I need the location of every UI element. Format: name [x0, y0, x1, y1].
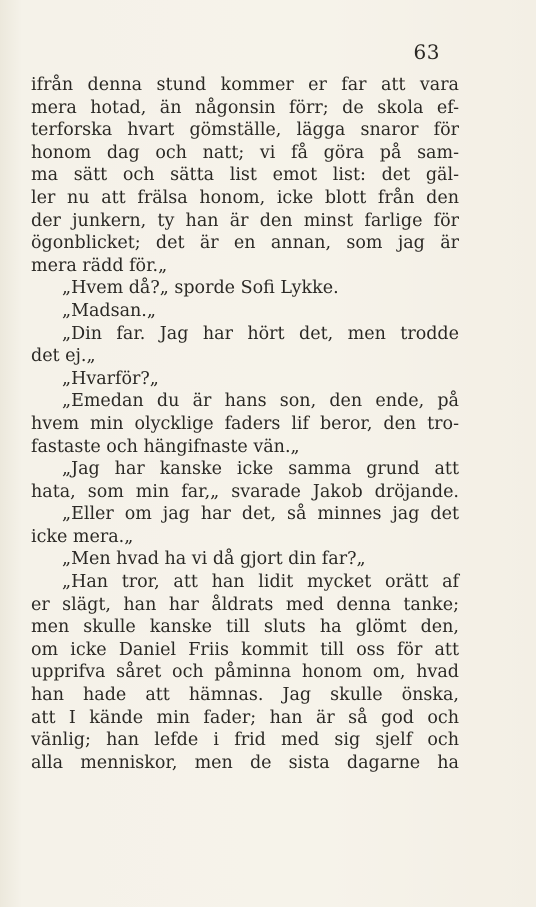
text-line: att I kände min fader; han är så god och [31, 707, 459, 728]
text-line: men skulle kanske till sluts ha glömt den, [31, 617, 459, 638]
text-line: han hade att hämnas. Jag skulle önska, [31, 685, 459, 706]
text-line: alla menniskor, men de sista dagarne ha [31, 752, 459, 773]
text-line: „Jag har kanske icke samma grund att [62, 459, 459, 480]
text-line: „Eller om jag har det, så minnes jag det [62, 504, 459, 525]
text-line: honom dag och natt; vi få göra på sam- [31, 142, 459, 163]
text-line: ma sätt och sätta list emot list: det gäl- [31, 165, 459, 186]
text-line: ifrån denna stund kommer er far att vara [31, 75, 459, 95]
text-line: „Hvem då?„ sporde Sofi Lykke. [62, 278, 339, 299]
text-line: ögonblicket; det är en annan, som jag är [31, 233, 459, 254]
text-line: er slägt, han har åldrats med denna tanke; [31, 594, 459, 615]
text-line: upprifva såret och påminna honom om, hvad [31, 662, 459, 683]
body-text [31, 74, 459, 774]
text-line: mera rädd för.„ [31, 255, 168, 276]
text-line: „Han tror, att han lidit mycket orätt af [62, 572, 459, 593]
text-line: hvem min olycklige faders lif beror, den tro- [31, 413, 459, 434]
text-line: hata, som min far,„ svarade Jakob dröjande. [31, 481, 459, 502]
text-line: ler nu att frälsa honom, icke blott från den [31, 187, 459, 208]
text-line: det ej.„ [31, 346, 96, 367]
text-line: mera hotad, än någonsin förr; de skola ef- [31, 97, 459, 118]
text-line: terforska hvart gömställe, lägga snaror för [31, 120, 459, 141]
text-line: „Din far. Jag har hört det, men trodde [62, 323, 459, 344]
text-line: „Hvarför?„ [62, 368, 159, 389]
text-line: „Men hvad ha vi då gjort din far?„ [62, 549, 366, 570]
page-number: 63 [413, 40, 440, 64]
text-line: fastaste och hängifnaste vän.„ [31, 436, 300, 457]
text-line: om icke Daniel Friis kommit till oss för att [31, 639, 459, 660]
text-line: der junkern, ty han är den minst farlige för [31, 210, 459, 231]
text-line: „Madsan.„ [62, 300, 156, 321]
text-line: „Emedan du är hans son, den ende, på [62, 391, 459, 412]
text-line: icke mera.„ [31, 526, 134, 547]
text-line: vänlig; han lefde i frid med sig sjelf och [31, 730, 459, 751]
